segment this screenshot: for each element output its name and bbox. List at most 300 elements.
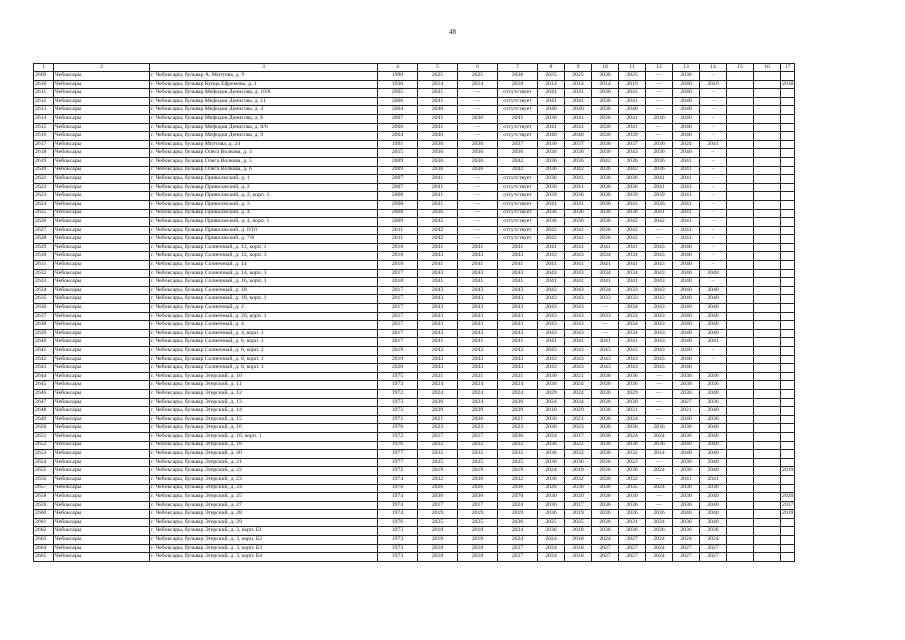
table-cell: 2036 (592, 501, 619, 510)
table-cell: 1978 (378, 484, 418, 493)
table-cell: Чебоксары (54, 355, 150, 364)
table-cell: 2036 (592, 192, 619, 201)
table-cell: г. Чебоксары, бульвар Приволжский, д. 3 (150, 200, 378, 209)
table-cell (781, 200, 795, 209)
page-number: 48 (449, 28, 456, 36)
table-cell: г. Чебоксары, бульвар Солнечный, д. 16, корп. 1 (150, 278, 378, 287)
table-cell: 2036 (592, 209, 619, 218)
table-cell: 1972 (378, 407, 418, 416)
table-cell: 2629 (34, 243, 54, 252)
table-cell: 2026 (538, 484, 565, 493)
table-cell (754, 329, 781, 338)
table-cell: — (646, 458, 673, 467)
table-cell: 2042 (619, 166, 646, 175)
table-row (34, 295, 795, 304)
table-cell: Чебоксары (54, 97, 150, 106)
table-cell: 2642 (34, 355, 54, 364)
table-cell: 2646 (34, 389, 54, 398)
table-cell: г. Чебоксары, бульвар Эгерский, д. 22 (150, 467, 378, 476)
table-cell: 2040 (673, 252, 700, 261)
table-cell: г. Чебоксары, бульвар Олега Волкова, д. 3 (150, 149, 378, 158)
table-cell: 2036 (565, 218, 592, 227)
table-cell: 2019 (565, 510, 592, 519)
table-cell: 2043 (498, 329, 538, 338)
table-cell: г. Чебоксары, бульвар Эгерский, д. 28 (150, 510, 378, 519)
table-row (34, 166, 795, 175)
table-cell (781, 278, 795, 287)
table-cell (781, 123, 795, 132)
table-cell: – (700, 209, 727, 218)
table-cell: 2036 (565, 209, 592, 218)
table-cell (754, 261, 781, 270)
table-cell: 2036 (646, 140, 673, 149)
table-row (34, 114, 795, 123)
table-cell: 2036 (592, 132, 619, 141)
table-cell: г. Чебоксары, бульвар Олега Волкова, д. 5 (150, 157, 378, 166)
table-cell: 2655 (34, 467, 54, 476)
table-cell: 2036 (565, 149, 592, 158)
table-cell: 2040 (673, 243, 700, 252)
column-header: 12 (646, 64, 673, 72)
table-cell: 2041 (673, 235, 700, 244)
table-cell: 2025 (619, 72, 646, 81)
table-cell: 2040 (538, 106, 565, 115)
table-cell: г. Чебоксары, бульвар Солнечный, д. 12, корп. 1 (150, 243, 378, 252)
table-cell: 1974 (378, 475, 418, 484)
table-cell: 2036 (538, 372, 565, 381)
table-row (34, 415, 795, 424)
table-cell: 2040 (673, 269, 700, 278)
table-cell: г. Чебоксары, бульвар Солнечный, д. 6, корп. 2 (150, 347, 378, 356)
table-cell: 2043 (458, 321, 498, 330)
table-cell: 2036 (498, 72, 538, 81)
table-cell: 2041 (418, 175, 458, 184)
table-cell: 2008 (378, 209, 418, 218)
table-cell: 2041 (700, 140, 727, 149)
table-cell: г. Чебоксары, бульвар Солнечный, д. 18, корп. 1 (150, 295, 378, 304)
table-cell (781, 536, 795, 545)
table-cell: 2041 (418, 123, 458, 132)
table-cell: – (700, 106, 727, 115)
table-cell: – (700, 278, 727, 287)
table-cell: Чебоксары (54, 381, 150, 390)
table-cell: 2615 (34, 123, 54, 132)
table-cell: 2027 (673, 544, 700, 553)
table-cell: 2640 (34, 338, 54, 347)
table-cell: Чебоксары (54, 209, 150, 218)
table-cell: 1972 (378, 432, 418, 441)
table-cell (781, 312, 795, 321)
table-cell (781, 157, 795, 166)
table-cell: 2021 (498, 372, 538, 381)
table-cell: 2043 (538, 321, 565, 330)
table-cell: 1973 (378, 398, 418, 407)
table-cell (781, 106, 795, 115)
table-cell: отсутствует (498, 97, 538, 106)
table-cell: 2643 (34, 364, 54, 373)
table-cell (754, 218, 781, 227)
table-cell: — (458, 218, 498, 227)
table-cell: 2043 (458, 252, 498, 261)
table-row (34, 501, 795, 510)
table-cell: 2041 (538, 123, 565, 132)
table-cell (781, 183, 795, 192)
table-cell (781, 252, 795, 261)
table-cell: 2024 (646, 536, 673, 545)
table-cell: 2070 (498, 493, 538, 502)
table-cell: 2004 (378, 132, 418, 141)
table-cell: 2024 (458, 389, 498, 398)
table-cell: 2040 (700, 312, 727, 321)
table-cell: 2021 (458, 372, 498, 381)
table-cell: 2043 (538, 269, 565, 278)
table-cell: 2036 (592, 510, 619, 519)
table-cell: 2040 (700, 458, 727, 467)
table-cell (727, 97, 754, 106)
column-header: 6 (458, 64, 498, 72)
table-cell: – (700, 132, 727, 141)
table-cell: отсутствует (498, 200, 538, 209)
table-cell: г. Чебоксары, бульвар Эгерский, д. 3, корп. Б2 (150, 536, 378, 545)
table-cell: — (458, 192, 498, 201)
table-cell: 2036 (646, 149, 673, 158)
table-cell (727, 226, 754, 235)
table-cell: 2007 (378, 183, 418, 192)
table-cell: 2043 (646, 261, 673, 270)
table-cell: отсутствует (498, 175, 538, 184)
table-cell (700, 364, 727, 373)
table-cell: г. Чебоксары, бульвар Эгерский, д. 16 (150, 424, 378, 433)
table-cell: 2649 (34, 415, 54, 424)
table-cell (781, 432, 795, 441)
table-cell: 2043 (646, 347, 673, 356)
table-cell: 2036 (458, 114, 498, 123)
table-cell (754, 355, 781, 364)
table-cell: 2043 (565, 269, 592, 278)
table-cell: 2024 (646, 467, 673, 476)
table-cell: 2663 (34, 536, 54, 545)
table-cell (727, 157, 754, 166)
table-row (34, 209, 795, 218)
table-cell (727, 132, 754, 141)
table-cell (727, 243, 754, 252)
table-cell: Чебоксары (54, 321, 150, 330)
table-cell: 2018 (781, 80, 795, 89)
table-cell: 2019 (418, 510, 458, 519)
table-cell: 2036 (592, 175, 619, 184)
table-cell: – (700, 218, 727, 227)
table-row (34, 175, 795, 184)
table-cell: 2043 (498, 252, 538, 261)
table-cell: 2043 (565, 364, 592, 373)
table-cell: 2043 (538, 355, 565, 364)
table-cell: отсутствует (498, 183, 538, 192)
table-cell: 2036 (592, 89, 619, 98)
table-cell: — (458, 106, 498, 115)
table-cell: — (646, 398, 673, 407)
table-cell: 2041 (458, 278, 498, 287)
table-cell: г. Чебоксары, бульвар Эгерский, д. 20 (150, 450, 378, 459)
table-cell (754, 114, 781, 123)
table-cell: 2036 (673, 527, 700, 536)
table-cell (781, 475, 795, 484)
table-cell: Чебоксары (54, 364, 150, 373)
table-cell: 2018 (458, 536, 498, 545)
table-cell (781, 347, 795, 356)
table-cell (727, 175, 754, 184)
table-cell: Чебоксары (54, 218, 150, 227)
table-cell: 2043 (458, 312, 498, 321)
table-cell: 2638 (34, 321, 54, 330)
table-cell: 2036 (592, 389, 619, 398)
table-cell: 2036 (538, 140, 565, 149)
table-cell: 2019 (565, 467, 592, 476)
table-cell: 2036 (673, 458, 700, 467)
table-cell: Чебоксары (54, 157, 150, 166)
table-cell (727, 209, 754, 218)
table-cell: г. Чебоксары, бульвар Мефодия Денисова, д. 8/6 (150, 123, 378, 132)
table-cell: 2018 (498, 80, 538, 89)
table-cell: 2018 (418, 553, 458, 562)
table-cell: 2042 (565, 235, 592, 244)
table-cell: Чебоксары (54, 252, 150, 261)
table-cell: 2036 (538, 149, 565, 158)
table-cell: 2043 (646, 364, 673, 373)
table-cell: 2036 (646, 166, 673, 175)
table-cell: 2023 (565, 424, 592, 433)
table-cell: 2008 (378, 192, 418, 201)
table-cell (727, 321, 754, 330)
table-cell: 2043 (538, 312, 565, 321)
table-cell: 2041 (700, 338, 727, 347)
table-cell: 1990 (378, 72, 418, 81)
table-cell: 2043 (458, 269, 498, 278)
table-cell: 2027 (619, 544, 646, 553)
table-row (34, 321, 795, 330)
table-cell: 2036 (592, 484, 619, 493)
table-cell: 2661 (34, 518, 54, 527)
table-cell: 2664 (34, 544, 54, 553)
table-cell: 2041 (619, 97, 646, 106)
table-cell (754, 157, 781, 166)
table-cell: 2036 (646, 424, 673, 433)
table-cell: 2041 (565, 89, 592, 98)
table-cell: 2036 (592, 372, 619, 381)
table-cell: 2040 (673, 97, 700, 106)
table-cell (781, 372, 795, 381)
table-cell: – (700, 114, 727, 123)
table-cell: г. Чебоксары, бульвар Мефодия Денисова, д. 10/8 (150, 89, 378, 98)
table-cell: 1973 (378, 544, 418, 553)
table-cell: 2039 (538, 192, 565, 201)
table-cell (781, 321, 795, 330)
table-cell: г. Чебоксары, бульвар Мефодия Денисова, д. 4 (150, 106, 378, 115)
table-cell: Чебоксары (54, 140, 150, 149)
table-cell: 1977 (378, 458, 418, 467)
table-cell: 2657 (34, 484, 54, 493)
table-row (34, 132, 795, 141)
table-cell (781, 329, 795, 338)
table-cell: 2041 (418, 200, 458, 209)
table-cell: — (646, 372, 673, 381)
table-cell: г. Чебоксары, бульвар Эгерский, д. 10 (150, 372, 378, 381)
table-cell: 2042 (619, 226, 646, 235)
table-row (34, 278, 795, 287)
table-cell: 2043 (619, 347, 646, 356)
table-cell: 2036 (538, 441, 565, 450)
table-cell: Чебоксары (54, 106, 150, 115)
table-cell: 2025 (418, 72, 458, 81)
table-cell (727, 218, 754, 227)
table-cell (781, 114, 795, 123)
table-cell: 2036 (538, 166, 565, 175)
table-cell: 2018 (378, 278, 418, 287)
table-cell (727, 114, 754, 123)
table-row (34, 424, 795, 433)
table-cell: 2036 (646, 200, 673, 209)
table-cell: отсутствует (498, 192, 538, 201)
table-cell (781, 381, 795, 390)
table-cell: 2034 (592, 269, 619, 278)
table-cell: — (646, 226, 673, 235)
table-cell: 1975 (378, 372, 418, 381)
table-cell: 2036 (592, 458, 619, 467)
table-cell: 2040 (673, 355, 700, 364)
table-cell: 2018 (378, 252, 418, 261)
table-cell: — (592, 304, 619, 313)
table-cell: — (458, 97, 498, 106)
table-cell: 2041 (538, 89, 565, 98)
table-cell: 2043 (538, 304, 565, 313)
table-cell (727, 338, 754, 347)
table-cell: г. Чебоксары, бульвар Эгерский, д. 12 (150, 389, 378, 398)
table-cell (727, 450, 754, 459)
table-cell (754, 527, 781, 536)
table-cell (727, 312, 754, 321)
table-cell: 2043 (418, 329, 458, 338)
table-cell (754, 243, 781, 252)
table-cell: 2036 (646, 527, 673, 536)
table-cell: 2031 (619, 518, 646, 527)
table-cell (754, 304, 781, 313)
table-cell: — (646, 80, 673, 89)
table-cell: 2018 (418, 536, 458, 545)
table-cell: 2043 (418, 312, 458, 321)
table-cell (754, 252, 781, 261)
table-cell: 2041 (498, 243, 538, 252)
table-cell: — (646, 72, 673, 81)
table-cell: 2625 (34, 209, 54, 218)
table-cell: Чебоксары (54, 510, 150, 519)
table-cell: 2041 (418, 114, 458, 123)
table-cell: 2032 (619, 450, 646, 459)
table-cell: 2036 (592, 441, 619, 450)
table-cell: 2024 (700, 536, 727, 545)
table-row (34, 80, 795, 89)
table-cell: Чебоксары (54, 441, 150, 450)
table-cell: 2036 (673, 518, 700, 527)
table-cell: 2043 (538, 252, 565, 261)
table-cell: 2043 (646, 304, 673, 313)
table-cell: 2654 (34, 458, 54, 467)
table-cell: 2025 (418, 518, 458, 527)
table-cell: 2043 (565, 355, 592, 364)
table-cell: г. Чебоксары, бульвар Эгерский, д. 3, корп. Б4 (150, 553, 378, 562)
table-cell: Чебоксары (54, 329, 150, 338)
table-row (34, 467, 795, 476)
table-cell: 2043 (418, 347, 458, 356)
table-cell: 2036 (592, 123, 619, 132)
table-cell: г. Чебоксары, бульвар Солнечный, д. 8, корп. 1 (150, 355, 378, 364)
table-cell (781, 458, 795, 467)
table-cell: 2036 (538, 114, 565, 123)
table-row (34, 72, 795, 81)
table-cell: 2021 (565, 372, 592, 381)
table-cell (727, 140, 754, 149)
table-cell (781, 295, 795, 304)
table-cell (781, 140, 795, 149)
table-cell: 2033 (619, 295, 646, 304)
table-cell (727, 304, 754, 313)
table-cell: 2036 (498, 518, 538, 527)
table-cell: — (458, 183, 498, 192)
table-cell: 2042 (498, 166, 538, 175)
table-cell: 2039 (619, 132, 646, 141)
table-cell (781, 544, 795, 553)
table-cell: 2619 (34, 157, 54, 166)
table-cell: 2040 (673, 329, 700, 338)
table-cell: 2036 (458, 475, 498, 484)
table-cell: 2621 (34, 175, 54, 184)
table-cell: г. Чебоксары, бульвар Приволжский, д. 6/10 (150, 226, 378, 235)
table-cell: 2021 (418, 372, 458, 381)
table-cell: 2040 (673, 123, 700, 132)
table-cell: 2036 (673, 372, 700, 381)
table-cell (727, 261, 754, 270)
table-row (34, 97, 795, 106)
table-cell: 2019 (781, 467, 795, 476)
table-cell: 2036 (538, 183, 565, 192)
table-cell: 2030 (418, 398, 458, 407)
table-cell: 2021 (498, 415, 538, 424)
table-cell: г. Чебоксары, бульвар А. Миттова, д. 9 (150, 72, 378, 81)
table-cell: 2032 (418, 475, 458, 484)
table-cell (754, 149, 781, 158)
table-cell: 2017 (565, 501, 592, 510)
table-cell: 2036 (700, 398, 727, 407)
table-cell (727, 536, 754, 545)
table-cell: 2024 (538, 432, 565, 441)
table-cell: 2040 (673, 132, 700, 141)
table-cell: 2036 (592, 166, 619, 175)
table-cell: 2024 (498, 501, 538, 510)
table-cell (727, 467, 754, 476)
table-cell: — (458, 200, 498, 209)
table-cell: 2025 (565, 72, 592, 81)
table-row (34, 372, 795, 381)
table-cell: Чебоксары (54, 304, 150, 313)
table-cell (754, 338, 781, 347)
table-cell: 2036 (592, 398, 619, 407)
table-cell: — (458, 175, 498, 184)
table-cell: 2041 (418, 261, 458, 270)
table-cell: 2026 (458, 484, 498, 493)
table-cell: 1972 (378, 415, 418, 424)
table-cell: 2006 (378, 123, 418, 132)
table-cell: 2040 (673, 89, 700, 98)
table-cell: 2042 (592, 157, 619, 166)
table-cell: 2034 (592, 252, 619, 261)
